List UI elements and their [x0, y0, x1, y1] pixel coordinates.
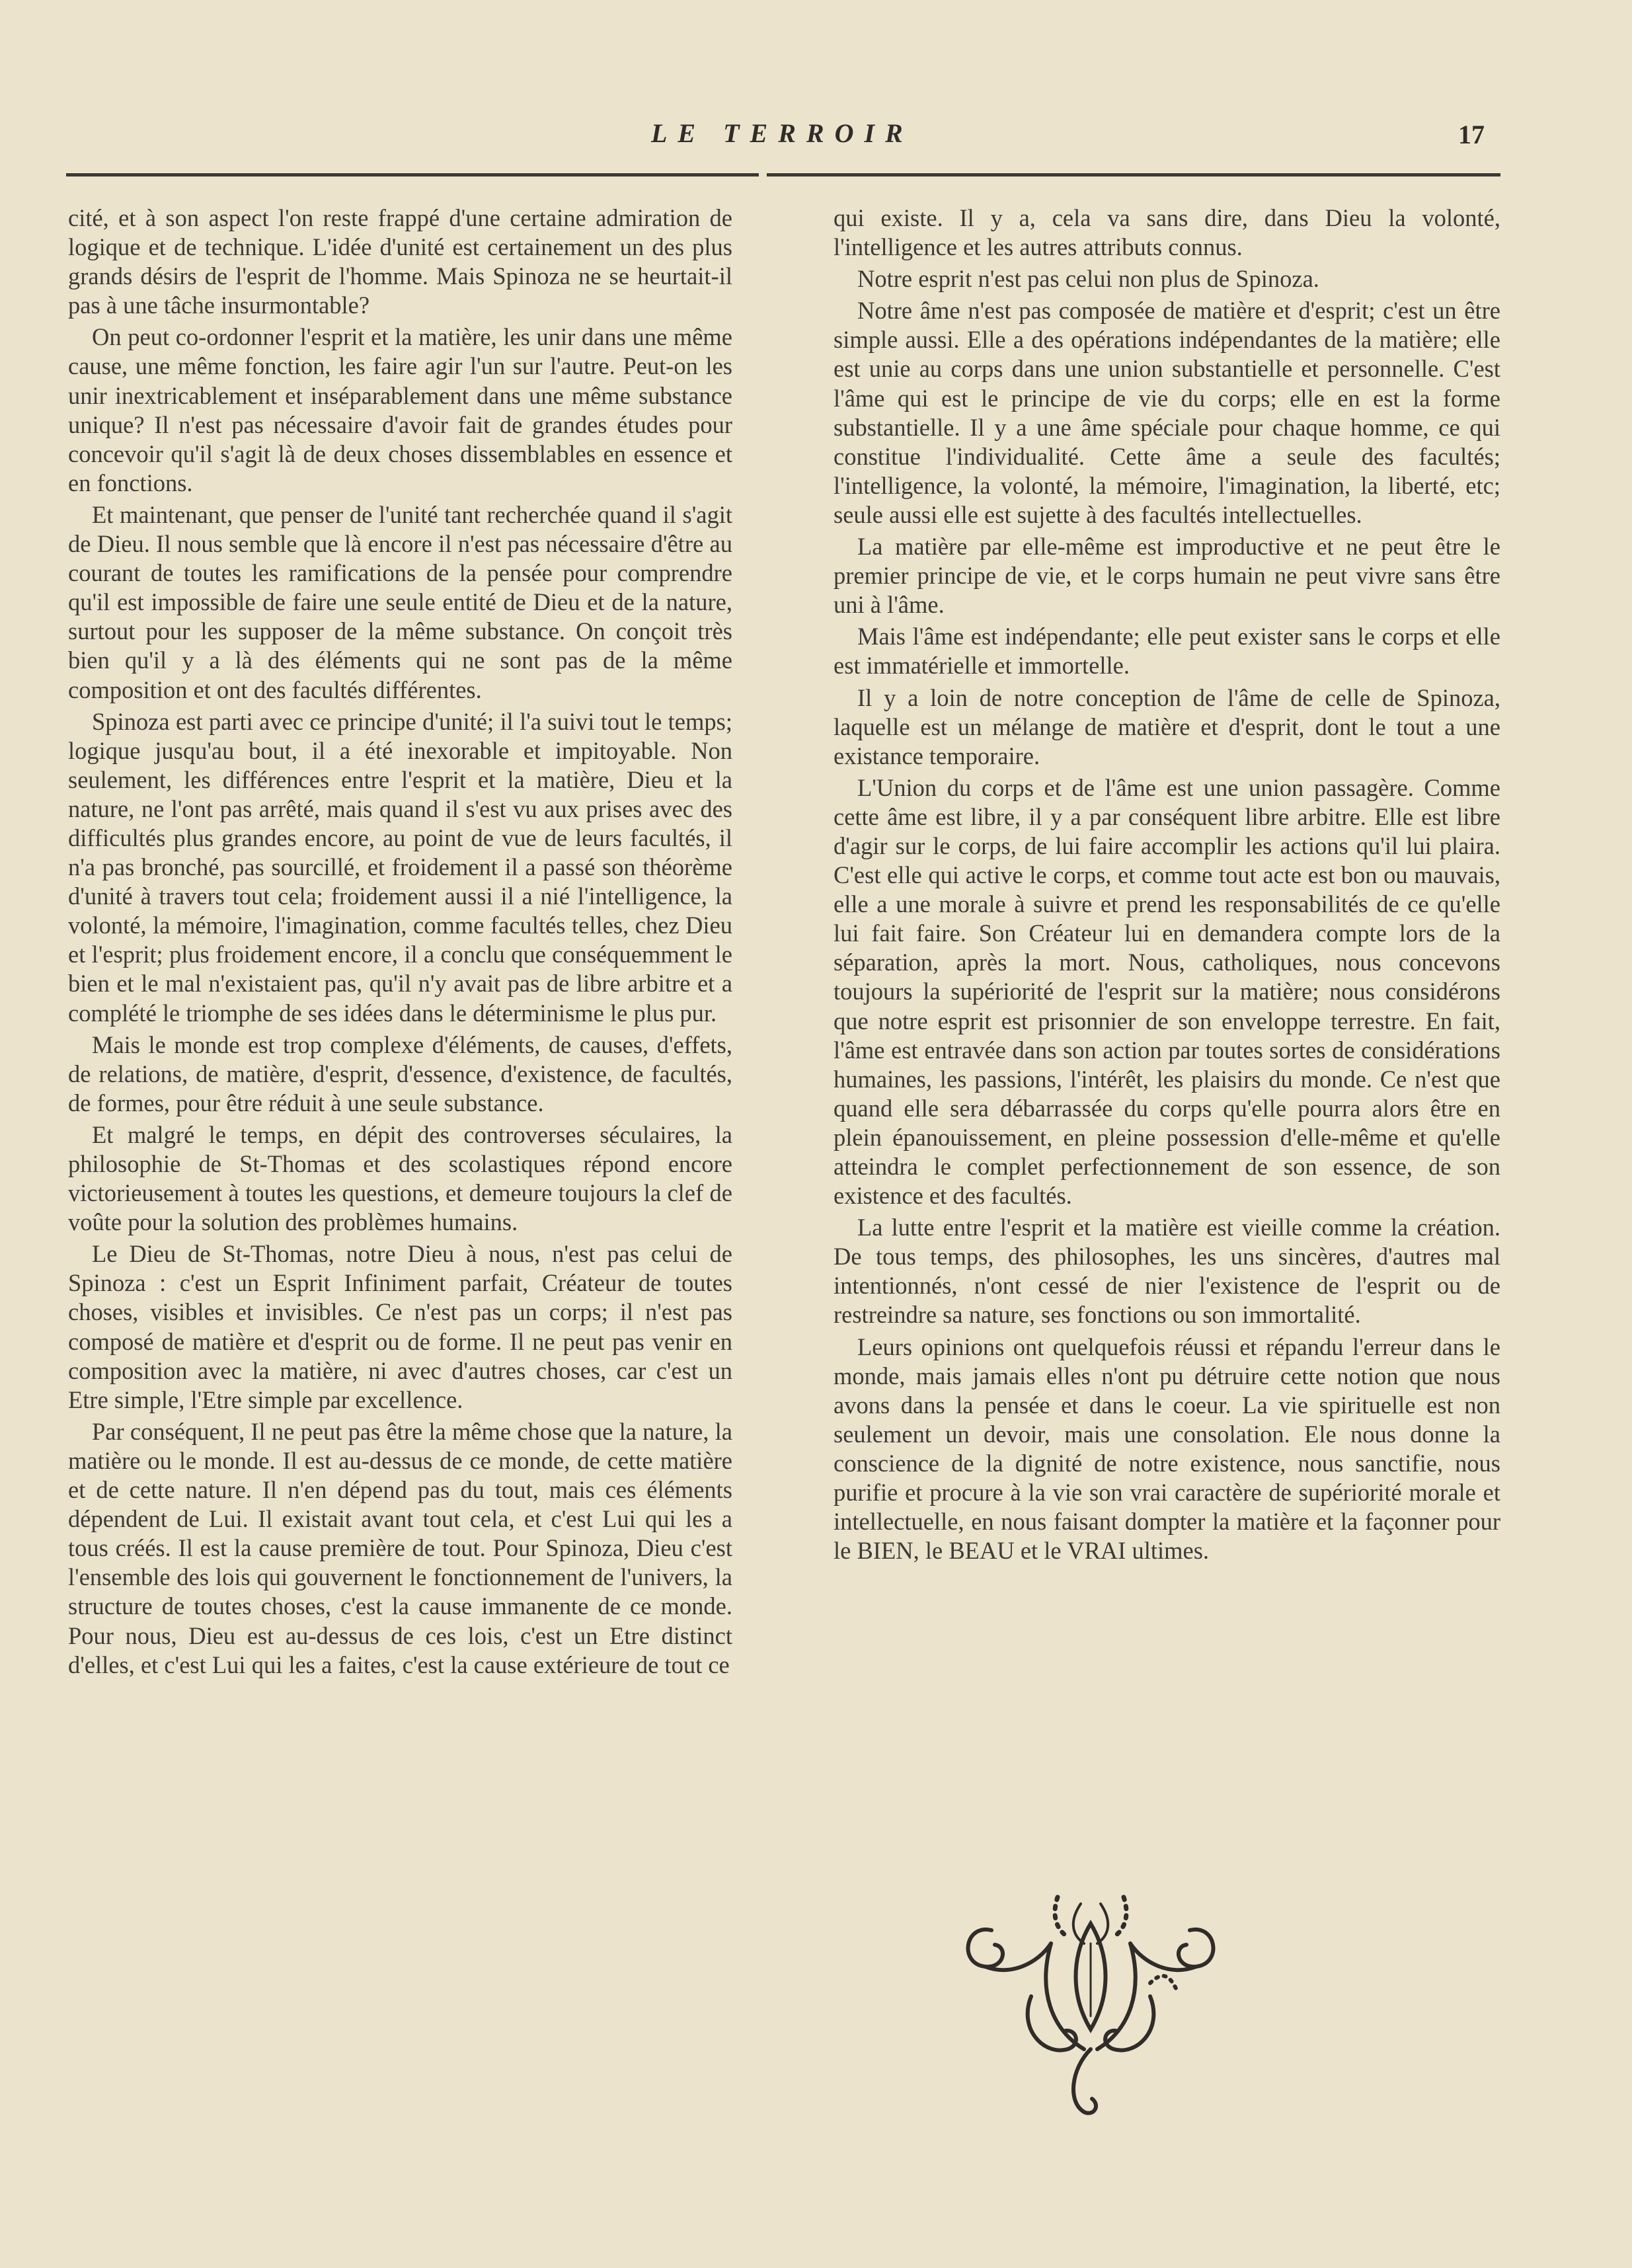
paragraph: Spinoza est parti avec ce principe d'unité; il l'a suivi tout le temps; logique jusqu'au bout, il a été inexorable et impitoyable. Non seulement, les différences entre l'esprit et la matière, Dieu et la nature, ne l'ont pas arrêté, mais quand il s'est vu aux prises avec des difficultés plus grandes encore, au point de vue de leurs facultés, il n'a pas bronché, pas sourcillé, et froidement il a passé son théorème d'unité à travers tout cela; froidement aussi il a nié l'intelligence, la volonté, la mémoire, l'imagination, comme facultés telles, chez Dieu et l'esprit; plus froidement encore, il a conclu que conséquemment le bien et le mal n'existaient pas, qu'il n'y avait pas de libre arbitre et a complété le triomphe de ses idées dans le déterminisme le plus pur. [68, 707, 732, 1027]
page-number: 17 [1458, 120, 1485, 149]
header-rule-left [66, 173, 759, 176]
paragraph: L'Union du corps et de l'âme est une union passagère. Comme cette âme est libre, il y a par conséquent libre arbitre. Elle est libre d'agir sur le corps, de lui faire accomplir les actions qu'il lui plaira. C'est elle qui active le corps, et comme tout acte est bon ou mauvais, elle a une morale à suivre et prend les responsabilités de ce qu'elle lui fait faire. Son Créateur lui en demandera compte lors de la séparation, après la mort. Nous, catholiques, nous concevons toujours la supériorité de l'esprit sur la matière; nous considérons que notre esprit est prisonnier de son enveloppe terrestre. En fait, l'âme est entravée dans son action par toutes sortes de considérations humaines, les passions, l'intérêt, les plaisirs du monde. Ce n'est que quand elle sera débarrassée du corps qu'elle pourra alors être en plein épanouissement, en pleine possession d'elle-même et qu'elle atteindra le complet perfectionnement de son essence, de son existence et des facultés. [834, 773, 1500, 1210]
paragraph: Et malgré le temps, en dépit des controverses séculaires, la philosophie de St-Thomas et des scolastiques répond encore victorieusement à toutes les questions, et demeure toujours la clef de voûte pour la solution des problèmes humains. [68, 1120, 732, 1236]
header-rule-right [767, 173, 1500, 176]
paragraph: Il y a loin de notre conception de l'âme de celle de Spinoza, laquelle est un mélange de matière et d'esprit, dont le tout a une existance temporaire. [834, 684, 1500, 769]
paragraph: Mais l'âme est indépendante; elle peut exister sans le corps et elle est immatérielle et immortelle. [834, 623, 1500, 680]
paragraph: Par conséquent, Il ne peut pas être la même chose que la nature, la matière ou le monde. Il est au-dessus de ce monde, de cette matière et de cette nature. Il n'en dépend pas du tout, mais ces éléments dépendent de Lui. Il existait avant tout cela, et c'est Lui qui les a tous créés. Il est la cause première de tout. Pour Spinoza, Dieu c'est l'ensemble des lois qui gouvernent le fonctionnement de l'univers, la structure de toutes choses, c'est la cause immanente de ce monde. Pour nous, Dieu est au-dessus de ces lois, c'est un Etre distinct d'elles, et c'est Lui qui les a faites, c'est la cause extérieure de tout ce [68, 1417, 732, 1678]
paragraph: qui existe. Il y a, cela va sans dire, dans Dieu la volonté, l'intelligence et les autres attributs connus. [834, 204, 1500, 261]
paragraph: On peut co-ordonner l'esprit et la matière, les unir dans une même cause, une même fonction, les faire agir l'un sur l'autre. Peut-on les unir inextricablement et inséparablement dans une même substance unique? Il n'est pas nécessaire d'avoir fait de grandes études pour concevoir qu'il s'agit là de deux choses dissemblables en essence et en fonctions. [68, 323, 732, 496]
paragraph: La matière par elle-même est improductive et ne peut être le premier principe de vie, et le corps humain ne peut vivre sans être uni à l'âme. [834, 533, 1500, 619]
paragraph: Le Dieu de St-Thomas, notre Dieu à nous, n'est pas celui de Spinoza : c'est un Esprit Infiniment parfait, Créateur de toutes choses, visibles et invisibles. Ce n'est pas un corps; il n'est pas composé de matière et d'esprit ou de forme. Il ne peut pas venir en composition avec la matière, ni avec d'autres choses, car c'est un Etre simple, l'Etre simple par excellence. [68, 1240, 732, 1413]
paragraph: Notre âme n'est pas composée de matière et d'esprit; c'est un être simple aussi. Elle a des opérations indépendantes de la matière; elle est unie au corps dans une union substantielle et personnelle. C'est l'âme qui est le principe de vie du corps; elle en est la forme substantielle. Il y a une âme spéciale pour chaque homme, ce qui constitue l'individualité. Cette âme a seule des facultés; l'intelligence, la volonté, la mémoire, l'imagination, la liberté, etc; seule aussi elle est sujette à des facultés intellectuelles. [834, 297, 1500, 528]
running-title: LE TERROIR [651, 118, 913, 148]
paragraph: Notre esprit n'est pas celui non plus de Spinoza. [857, 265, 1319, 293]
paragraph: Mais le monde est trop complexe d'éléments, de causes, d'effets, de relations, de matière, d'esprit, d'essence, d'existence, de facultés, de formes, pour être réduit à une seule substance. [68, 1031, 732, 1116]
paragraph: Leurs opinions ont quelquefois réussi et répandu l'erreur dans le monde, mais jamais elles n'ont pu détruire cette notion que nous avons dans la pensée et dans le coeur. La vie spirituelle est non seulement un devoir, mais une consolation. Ele nous donne la conscience de la dignité de notre existence, nous sanctifie, nous purifie et procure à la vie son vrai caractère de supériorité morale et intellectuelle, en nous faisant dompter la matière et la façonner pour le BIEN, le BEAU et le VRAI ultimes. [834, 1333, 1500, 1565]
fleuron-ornament-icon [952, 1884, 1229, 2129]
paragraph: Et maintenant, que penser de l'unité tant recherchée quand il s'agit de Dieu. Il nous semble que là encore il n'est pas nécessaire d'être au courant de toutes les ramifications de la pensée pour comprendre qu'il est impossible de faire une seule entité de Dieu et de la nature, surtout pour les supposer de la même substance. On conçoit très bien qu'il y a là des éléments qui ne sont pas de la même composition et ont des facultés différentes. [68, 500, 732, 703]
paragraph: cité, et à son aspect l'on reste frappé d'une certaine admiration de logique et de technique. L'idée d'unité est certainement un des plus grands désirs de l'esprit de l'homme. Mais Spinoza ne se heurtait-il pas à une tâche insurmontable? [68, 204, 732, 319]
left-column [68, 204, 732, 1682]
paragraph: La lutte entre l'esprit et la matière est vieille comme la création. De tous temps, des philosophes, les uns sincères, d'autres mal intentionnés, n'ont cessé de nier l'existence de l'esprit ou de restreindre sa nature, ses fonctions ou son immortalité. [834, 1214, 1500, 1329]
right-column [834, 204, 1500, 1568]
